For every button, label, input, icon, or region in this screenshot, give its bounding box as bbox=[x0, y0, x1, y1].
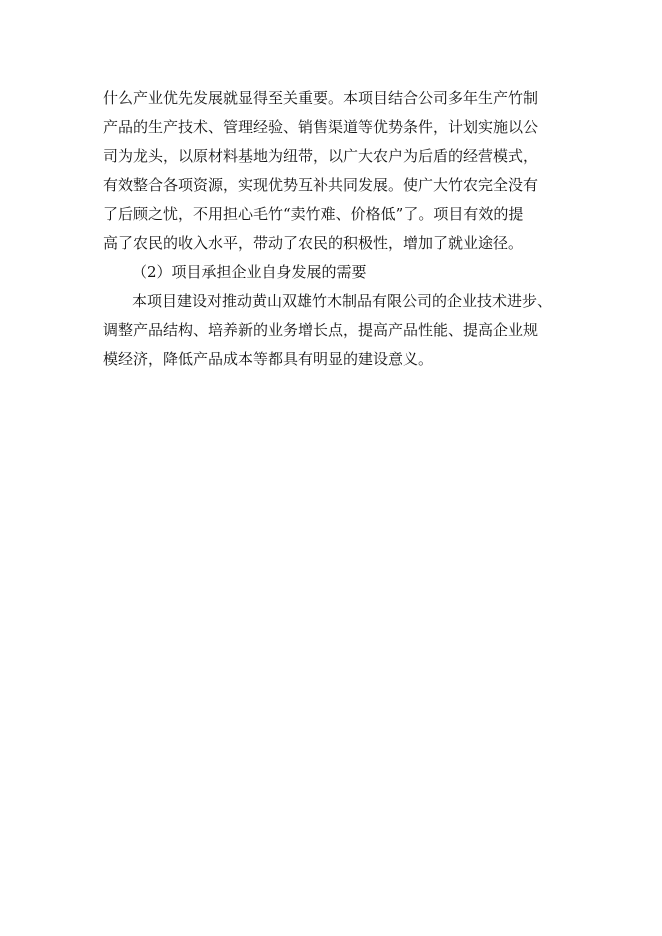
section-heading: （2）项目承担企业自身发展的需要 bbox=[132, 263, 367, 281]
paragraph-2-line-3: 模经济，降低产品成本等都具有明显的建设意义。 bbox=[103, 350, 434, 368]
paragraph-1-line-3: 司为龙头，以原材料基地为纽带，以广大农户为后盾的经营模式， bbox=[103, 147, 539, 165]
body-text bbox=[103, 84, 573, 374]
paragraph-1-line-6: 高了农民的收入水平，带动了农民的积极性，增加了就业途径。 bbox=[103, 234, 524, 252]
paragraph-2-line-1: 本项目建设对推动黄山双雄竹木制品有限公司的企业技术进步、 bbox=[132, 292, 553, 310]
paragraph-1-line-1: 什么产业优先发展就显得至关重要。本项目结合公司多年生产竹制 bbox=[103, 89, 539, 107]
paragraph-1-line-4: 有效整合各项资源，实现优势互补共同发展。使广大竹农完全没有 bbox=[103, 176, 539, 194]
paragraph-1-line-2: 产品的生产技术、管理经验、销售渠道等优势条件，计划实施以公 bbox=[103, 118, 539, 136]
paragraph-2-line-2: 调整产品结构、培养新的业务增长点，提高产品性能、提高企业规 bbox=[103, 321, 539, 339]
paragraph-1-line-5: 了后顾之忧，不用担心毛竹“卖竹难、价格低”了。项目有效的提 bbox=[103, 205, 524, 223]
